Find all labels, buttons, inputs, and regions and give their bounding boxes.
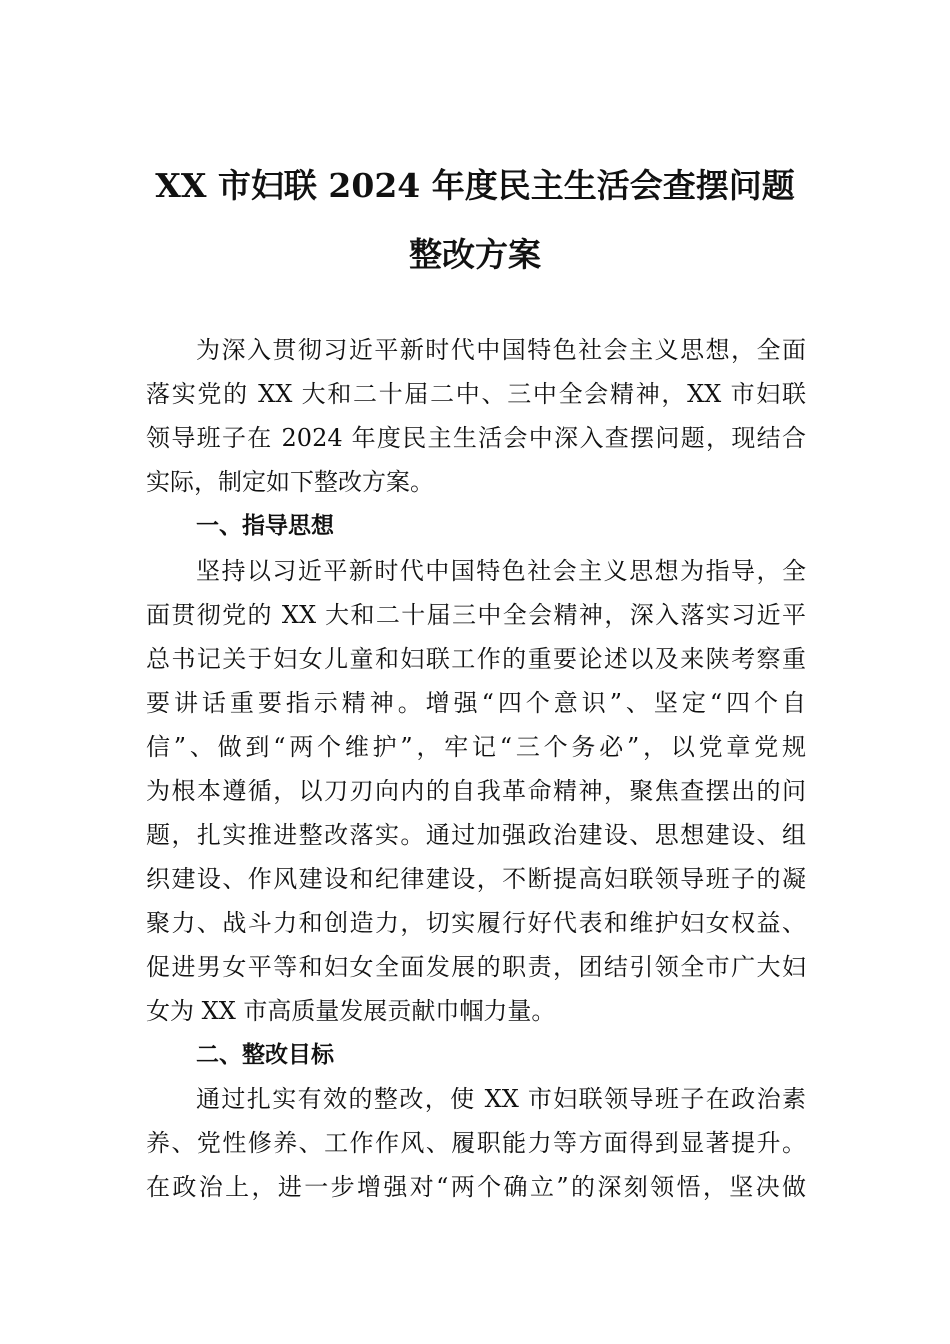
section1-line: 促进男女平等和妇女全面发展的职责，团结引领全市广大妇 [146, 953, 806, 981]
section2-line: 在政治上，进一步增强对“两个确立”的深刻领悟，坚决做 [146, 1173, 806, 1201]
section1-line: 坚持以习近平新时代中国特色社会主义思想为指导，全 [196, 557, 806, 585]
section1-line: 织建设、作风建设和纪律建设，不断提高妇联领导班子的凝 [146, 865, 806, 893]
section2-line: 通过扎实有效的整改，使 XX 市妇联领导班子在政治素 [196, 1085, 806, 1113]
intro-line: 为深入贯彻习近平新时代中国特色社会主义思想，全面 [196, 336, 806, 364]
intro-line: 实际，制定如下整改方案。 [146, 468, 434, 496]
section1-line: 题，扎实推进整改落实。通过加强政治建设、思想建设、组 [146, 821, 806, 849]
section2-line: 养、党性修养、工作作风、履职能力等方面得到显著提升。 [146, 1129, 806, 1157]
section-heading-rectification-goals: 二、整改目标 [196, 1042, 334, 1068]
section-heading-guiding-ideology: 一、指导思想 [196, 513, 334, 539]
section1-line: 女为 XX 市高质量发展贡献巾帼力量。 [146, 997, 556, 1025]
section1-line: 面贯彻党的 XX 大和二十届三中全会精神，深入落实习近平 [146, 601, 806, 629]
section1-line: 总书记关于妇女儿童和妇联工作的重要论述以及来陕考察重 [146, 645, 806, 673]
intro-line: 落实党的 XX 大和二十届二中、三中全会精神，XX 市妇联 [146, 380, 806, 408]
intro-line: 领导班子在 2024 年度民主生活会中深入查摆问题，现结合 [146, 424, 806, 452]
section1-line: 聚力、战斗力和创造力，切实履行好代表和维护妇女权益、 [146, 909, 806, 937]
section1-line: 为根本遵循，以刀刃向内的自我革命精神，聚焦查摆出的问 [146, 777, 806, 805]
section1-line: 信”、做到“两个维护”，牢记“三个务必”，以党章党规 [146, 733, 806, 761]
section1-line: 要讲话重要指示精神。增强“四个意识”、坚定“四个自 [146, 689, 806, 717]
document-title-line-1: XX 市妇联 2024 年度民主生活会查摆问题 [155, 166, 795, 205]
document-title-line-2: 整改方案 [409, 235, 541, 274]
